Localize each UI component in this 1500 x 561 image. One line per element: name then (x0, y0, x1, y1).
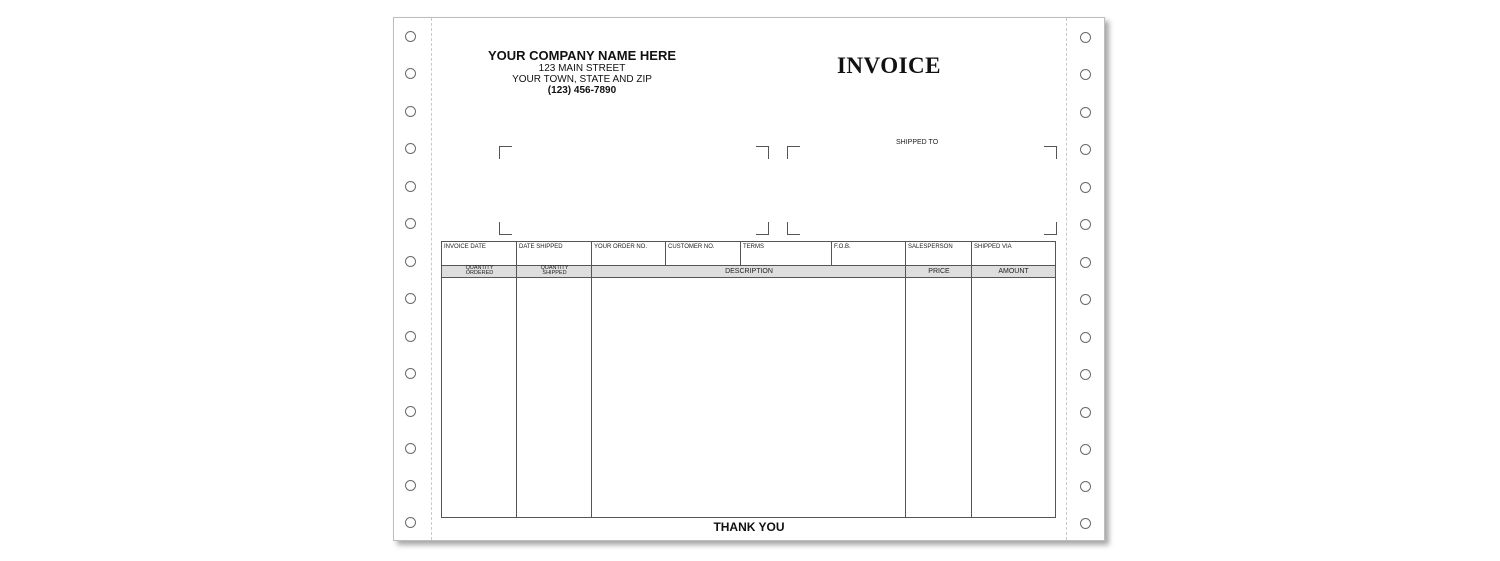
company-name: YOUR COMPANY NAME HERE (487, 48, 677, 63)
column-description: DESCRIPTION (725, 268, 773, 275)
header-field: SALESPERSON (906, 242, 972, 265)
line-items-grid (441, 265, 1056, 518)
ship-to-corner-mark (1044, 146, 1057, 159)
bill-to-corner-mark (499, 222, 512, 235)
company-street: 123 MAIN STREET (538, 63, 626, 74)
tractor-hole-icon (1080, 444, 1091, 455)
column-label: SHIPPED (542, 270, 567, 276)
tractor-hole-icon (1080, 219, 1091, 230)
tractor-hole-icon (405, 68, 416, 79)
header-field: CUSTOMER NO. (666, 242, 741, 265)
column-price: PRICE (928, 268, 950, 275)
tractor-hole-icon (1080, 144, 1091, 155)
tractor-hole-icon (405, 517, 416, 528)
tractor-hole-icon (405, 256, 416, 267)
right-tractor-holes (1069, 18, 1106, 540)
tractor-hole-icon (1080, 182, 1091, 193)
header-field: SHIPPED VIA (974, 244, 1012, 250)
tractor-hole-icon (405, 293, 416, 304)
bill-to-corner-mark (756, 146, 769, 159)
tractor-hole-icon (1080, 481, 1091, 492)
header-field: DATE SHIPPED (517, 242, 592, 265)
tractor-hole-icon (405, 31, 416, 42)
header-field: F.O.B. (832, 242, 906, 265)
tractor-hole-icon (405, 218, 416, 229)
tractor-hole-icon (405, 443, 416, 454)
tractor-hole-icon (405, 480, 416, 491)
left-tractor-holes (394, 18, 431, 540)
shipped-to-label: SHIPPED TO (896, 139, 939, 146)
company-phone: (123) 456-7890 (547, 85, 617, 96)
header-field: TERMS (741, 242, 832, 265)
tractor-hole-icon (405, 368, 416, 379)
column-quantity-ordered (442, 266, 517, 277)
tractor-hole-icon (405, 331, 416, 342)
tractor-hole-icon (405, 106, 416, 117)
tractor-hole-icon (405, 181, 416, 192)
ship-to-corner-mark (787, 146, 800, 159)
invoice-header-table (441, 241, 1056, 266)
column-header-row (442, 266, 1055, 278)
column-quantity-shipped (517, 266, 592, 277)
column-divider (591, 266, 592, 517)
column-divider (516, 266, 517, 517)
column-divider (971, 266, 972, 517)
header-field: YOUR ORDER NO. (592, 242, 666, 265)
tractor-hole-icon (1080, 294, 1091, 305)
column-label: ORDERED (465, 270, 494, 276)
invoice-form-sheet (393, 17, 1105, 541)
bill-to-corner-mark (756, 222, 769, 235)
tractor-hole-icon (1080, 518, 1091, 529)
company-city: YOUR TOWN, STATE AND ZIP (512, 74, 652, 85)
tractor-hole-icon (1080, 69, 1091, 80)
tractor-hole-icon (1080, 407, 1091, 418)
company-address-block (474, 48, 690, 97)
ship-to-corner-mark (1044, 222, 1057, 235)
tractor-hole-icon (405, 143, 416, 154)
tractor-hole-icon (1080, 32, 1091, 43)
left-perforation (431, 18, 432, 540)
tractor-hole-icon (1080, 257, 1091, 268)
tractor-hole-icon (1080, 107, 1091, 118)
column-label: QUANTITY (540, 265, 569, 271)
tractor-hole-icon (1080, 369, 1091, 380)
invoice-title: INVOICE (836, 53, 941, 78)
column-divider (905, 266, 906, 517)
column-amount: AMOUNT (998, 268, 1029, 275)
tractor-hole-icon (405, 406, 416, 417)
tractor-hole-icon (1080, 332, 1091, 343)
right-perforation (1066, 18, 1067, 540)
column-label: QUANTITY (465, 265, 494, 271)
thank-you-footer: THANK YOU (713, 520, 785, 534)
bill-to-corner-mark (499, 146, 512, 159)
header-field: INVOICE DATE (442, 242, 517, 265)
ship-to-corner-mark (787, 222, 800, 235)
